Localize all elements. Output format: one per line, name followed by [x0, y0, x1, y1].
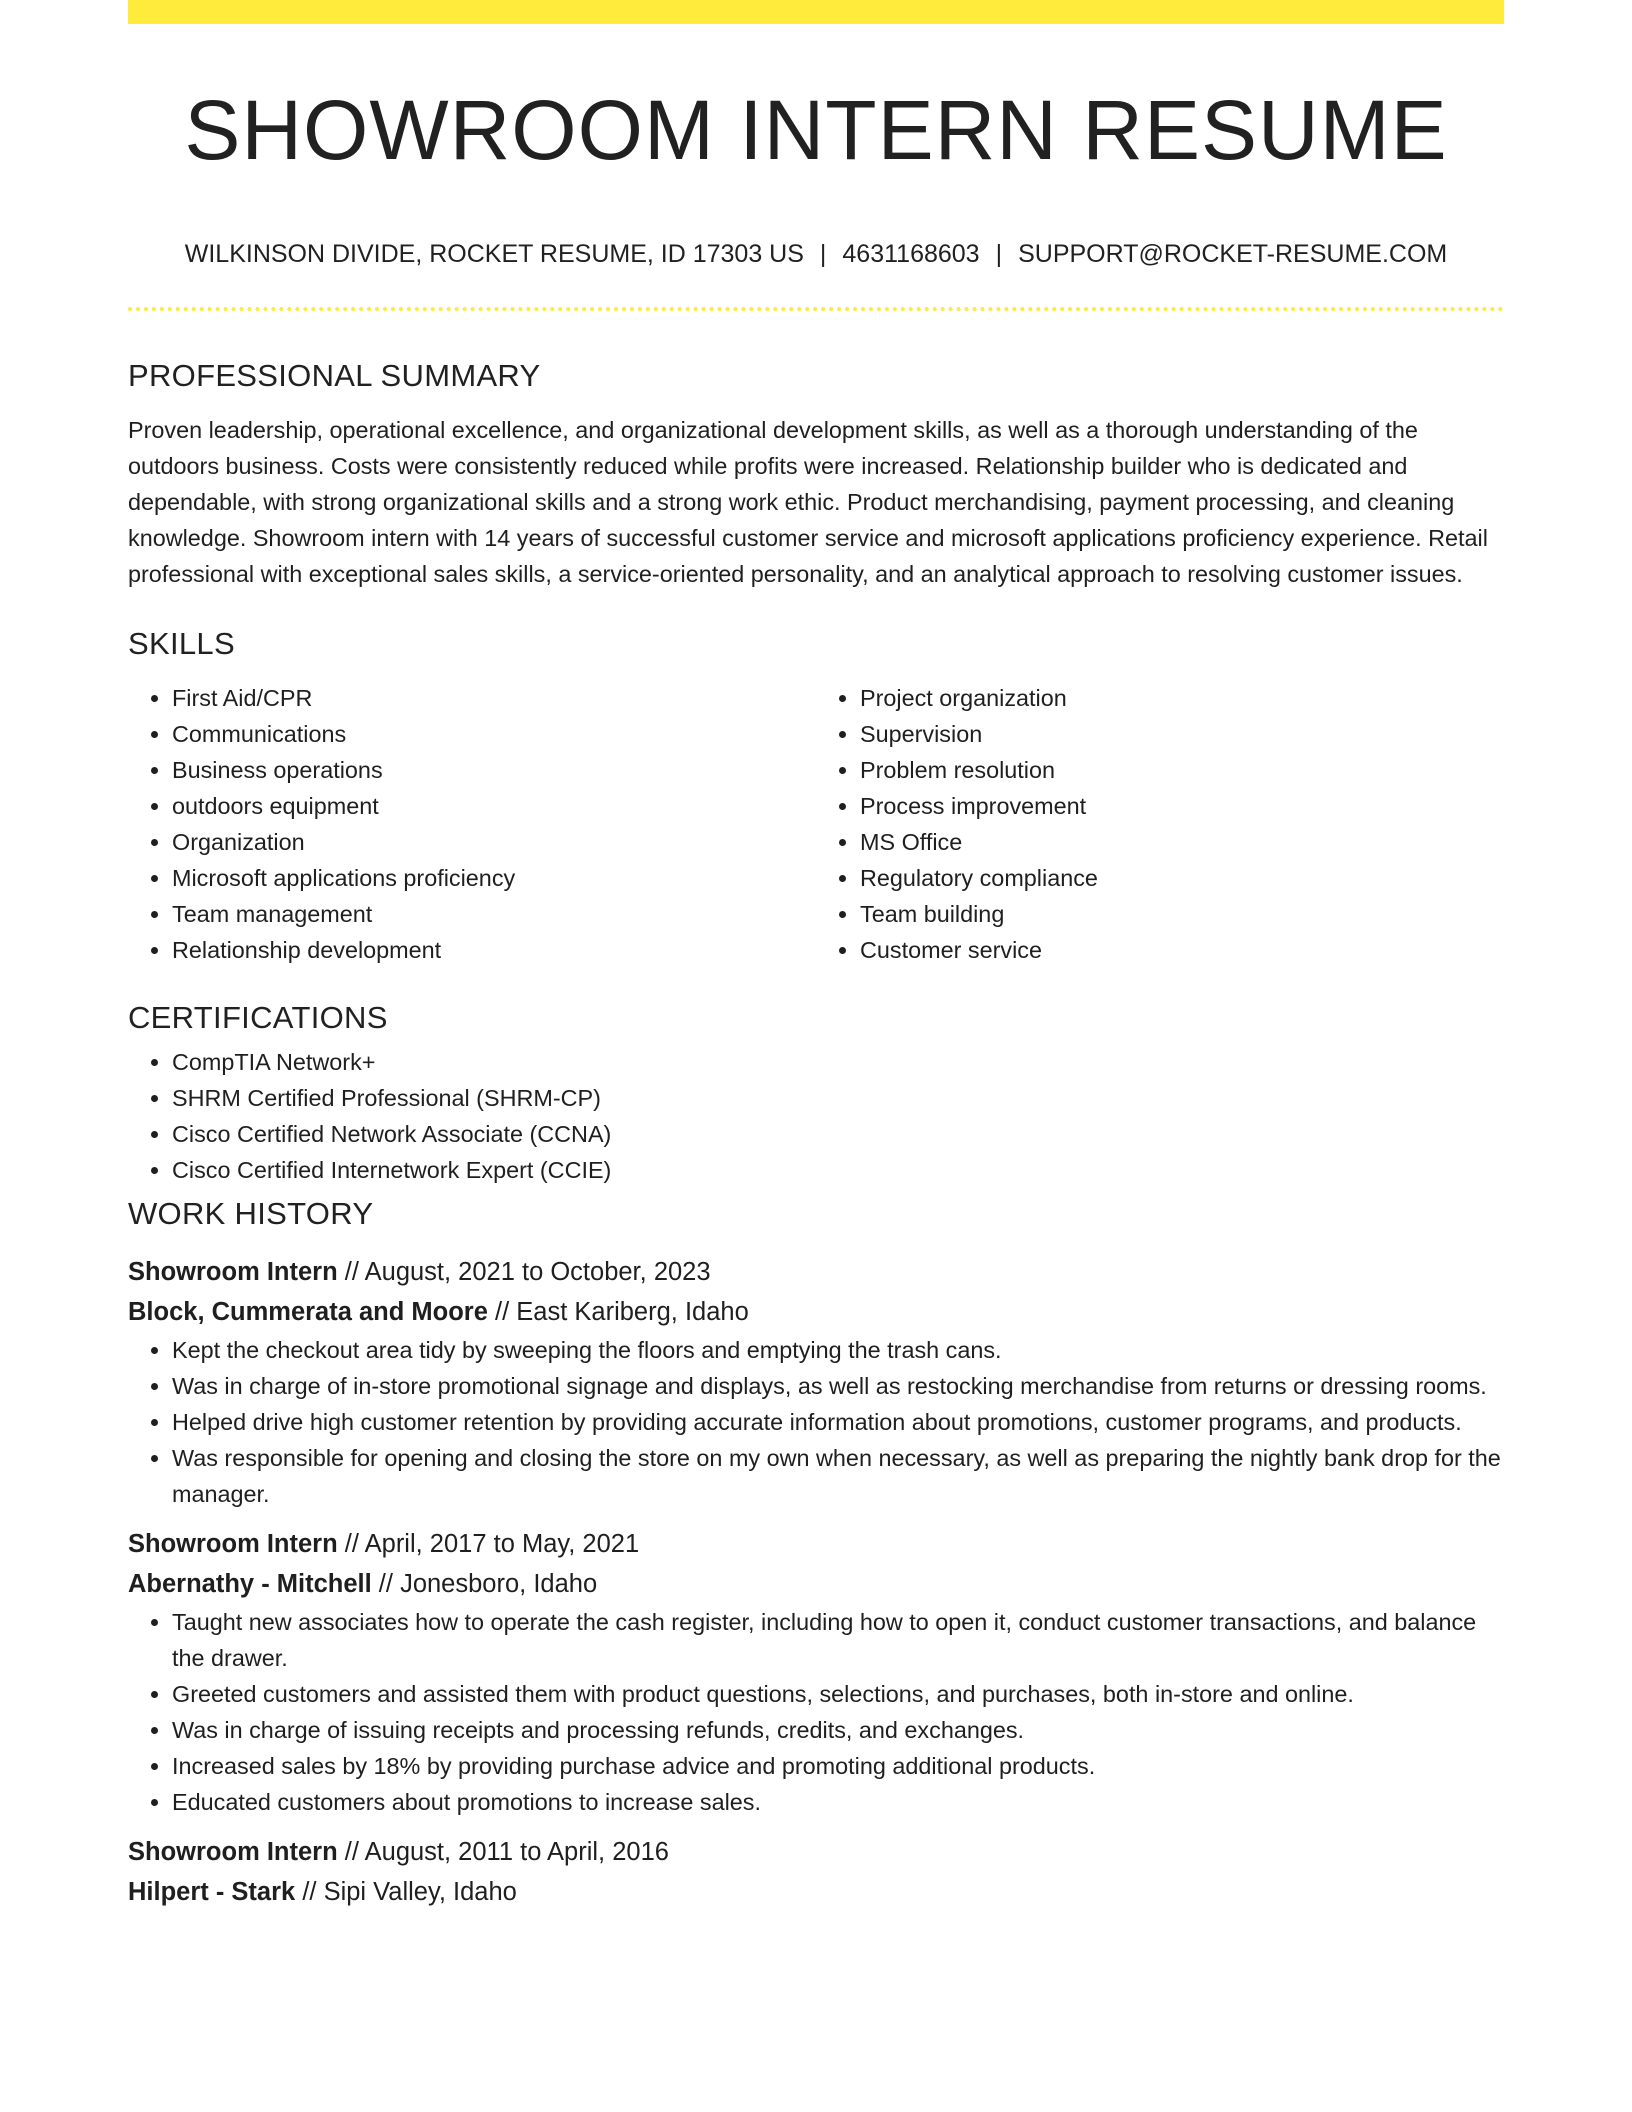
- contact-line: [128, 236, 1504, 272]
- resume-content: [128, 350, 1504, 1912]
- dotted-divider: [128, 307, 1504, 311]
- certifications-section: [128, 992, 1504, 1188]
- section-heading-skills: SKILLS: [128, 626, 235, 661]
- resume-title: SHOWROOM INTERN RESUME: [184, 83, 1448, 177]
- job-bullet: • Kept the checkout area tidy by sweeping the floors and emptying the trash cans.: [172, 1332, 1504, 1368]
- professional-summary-section: [128, 350, 1504, 592]
- certification-item: • Cisco Certified Network Associate (CCNA): [172, 1116, 1504, 1152]
- skills-list-left: [128, 680, 816, 968]
- job-location: East Kariberg, Idaho: [516, 1298, 749, 1326]
- contact-separator: |: [995, 240, 1003, 268]
- job-company: Hilpert - Stark: [128, 1878, 296, 1906]
- contact-email[interactable]: SUPPORT@ROCKET-RESUME.COM: [1018, 240, 1448, 268]
- skill-item: • Team management: [172, 896, 816, 932]
- skills-columns: [128, 680, 1504, 968]
- job-location: Jonesboro, Idaho: [400, 1570, 598, 1598]
- job-dates: August, 2011 to April, 2016: [364, 1838, 669, 1866]
- job-bullet: • Taught new associates how to operate the cash register, including how to open it, conduct customer transactions, and balance the drawer.: [172, 1604, 1504, 1676]
- job-bullet: • Greeted customers and assisted them with product questions, selections, and purchases, both in-store and online.: [172, 1676, 1504, 1712]
- skill-item: • MS Office: [860, 824, 1504, 860]
- skills-section: [128, 618, 1504, 968]
- separator: //: [495, 1298, 510, 1326]
- summary-text: Proven leadership, operational excellence, and organizational development skills, as well as a thorough understanding of the outdoors business. Costs were consistently reduced while profits were increased. Relationship builder who is dedicated and dependable, with strong organizational skills and a strong work ethic. Product merchandising, payment processing, and cleaning knowledge. Showroom intern with 14 years of successful customer service and microsoft applications proficiency experience. Retail professional with exceptional sales skills, a service-oriented personality, and an analytical approach to resolving customer issues.: [128, 417, 1488, 587]
- skill-item: • Business operations: [172, 752, 816, 788]
- skill-item: • outdoors equipment: [172, 788, 816, 824]
- contact-phone: 4631168603: [842, 240, 980, 268]
- accent-top-bar: [128, 0, 1504, 24]
- separator: //: [302, 1878, 317, 1906]
- contact-address: WILKINSON DIVIDE, ROCKET RESUME, ID 17303 US: [184, 240, 804, 268]
- job-bullet: • Was responsible for opening and closing the store on my own when necessary, as well as preparing the nightly bank drop for the manager.: [172, 1440, 1504, 1512]
- job-entry: [128, 1524, 1504, 1820]
- skill-item: • Relationship development: [172, 932, 816, 968]
- contact-separator: |: [819, 240, 827, 268]
- job-entry: [128, 1832, 1504, 1912]
- skill-item: • Communications: [172, 716, 816, 752]
- job-company: Abernathy - Mitchell: [128, 1570, 372, 1598]
- job-title: Showroom Intern: [128, 1258, 338, 1286]
- job-bullet: • Increased sales by 18% by providing purchase advice and promoting additional products.: [172, 1748, 1504, 1784]
- job-title: Showroom Intern: [128, 1530, 338, 1558]
- separator: //: [344, 1530, 359, 1558]
- job-company: Block, Cummerata and Moore: [128, 1298, 488, 1326]
- job-company-line: [128, 1872, 1504, 1912]
- section-heading-certifications: CERTIFICATIONS: [128, 1000, 388, 1035]
- job-dates: August, 2021 to October, 2023: [364, 1258, 711, 1286]
- separator: //: [378, 1570, 393, 1598]
- job-bullet: • Helped drive high customer retention by providing accurate information about promotions, customer programs, and products.: [172, 1404, 1504, 1440]
- section-heading-summary: PROFESSIONAL SUMMARY: [128, 358, 541, 393]
- job-title-line: [128, 1252, 1504, 1292]
- job-title-line: [128, 1524, 1504, 1564]
- job-entry: [128, 1252, 1504, 1512]
- job-bullets: [128, 1604, 1504, 1820]
- job-bullet: • Educated customers about promotions to increase sales.: [172, 1784, 1504, 1820]
- separator: //: [344, 1838, 359, 1866]
- skill-item: • Project organization: [860, 680, 1504, 716]
- skill-item: • Organization: [172, 824, 816, 860]
- job-company-line: [128, 1564, 1504, 1604]
- job-title-line: [128, 1832, 1504, 1872]
- separator: //: [344, 1258, 359, 1286]
- skill-item: • Problem resolution: [860, 752, 1504, 788]
- certification-item: • CompTIA Network+: [172, 1044, 1504, 1080]
- skill-item: • Customer service: [860, 932, 1504, 968]
- skill-item: • Supervision: [860, 716, 1504, 752]
- certification-item: • SHRM Certified Professional (SHRM-CP): [172, 1080, 1504, 1116]
- job-location: Sipi Valley, Idaho: [323, 1878, 517, 1906]
- job-dates: April, 2017 to May, 2021: [364, 1530, 640, 1558]
- skill-item: • Team building: [860, 896, 1504, 932]
- skill-item: • First Aid/CPR: [172, 680, 816, 716]
- certifications-list: [128, 1044, 1504, 1188]
- section-heading-work-history: WORK HISTORY: [128, 1196, 374, 1231]
- job-bullet: • Was in charge of issuing receipts and processing refunds, credits, and exchanges.: [172, 1712, 1504, 1748]
- job-bullet: • Was in charge of in-store promotional signage and displays, as well as restocking merchandise from returns or dressing rooms.: [172, 1368, 1504, 1404]
- skill-item: • Microsoft applications proficiency: [172, 860, 816, 896]
- skills-list-right: [816, 680, 1504, 968]
- skill-item: • Process improvement: [860, 788, 1504, 824]
- job-company-line: [128, 1292, 1504, 1332]
- job-bullets: [128, 1332, 1504, 1512]
- work-history-section: [128, 1188, 1504, 1912]
- certification-item: • Cisco Certified Internetwork Expert (CCIE): [172, 1152, 1504, 1188]
- job-title: Showroom Intern: [128, 1838, 338, 1866]
- skill-item: • Regulatory compliance: [860, 860, 1504, 896]
